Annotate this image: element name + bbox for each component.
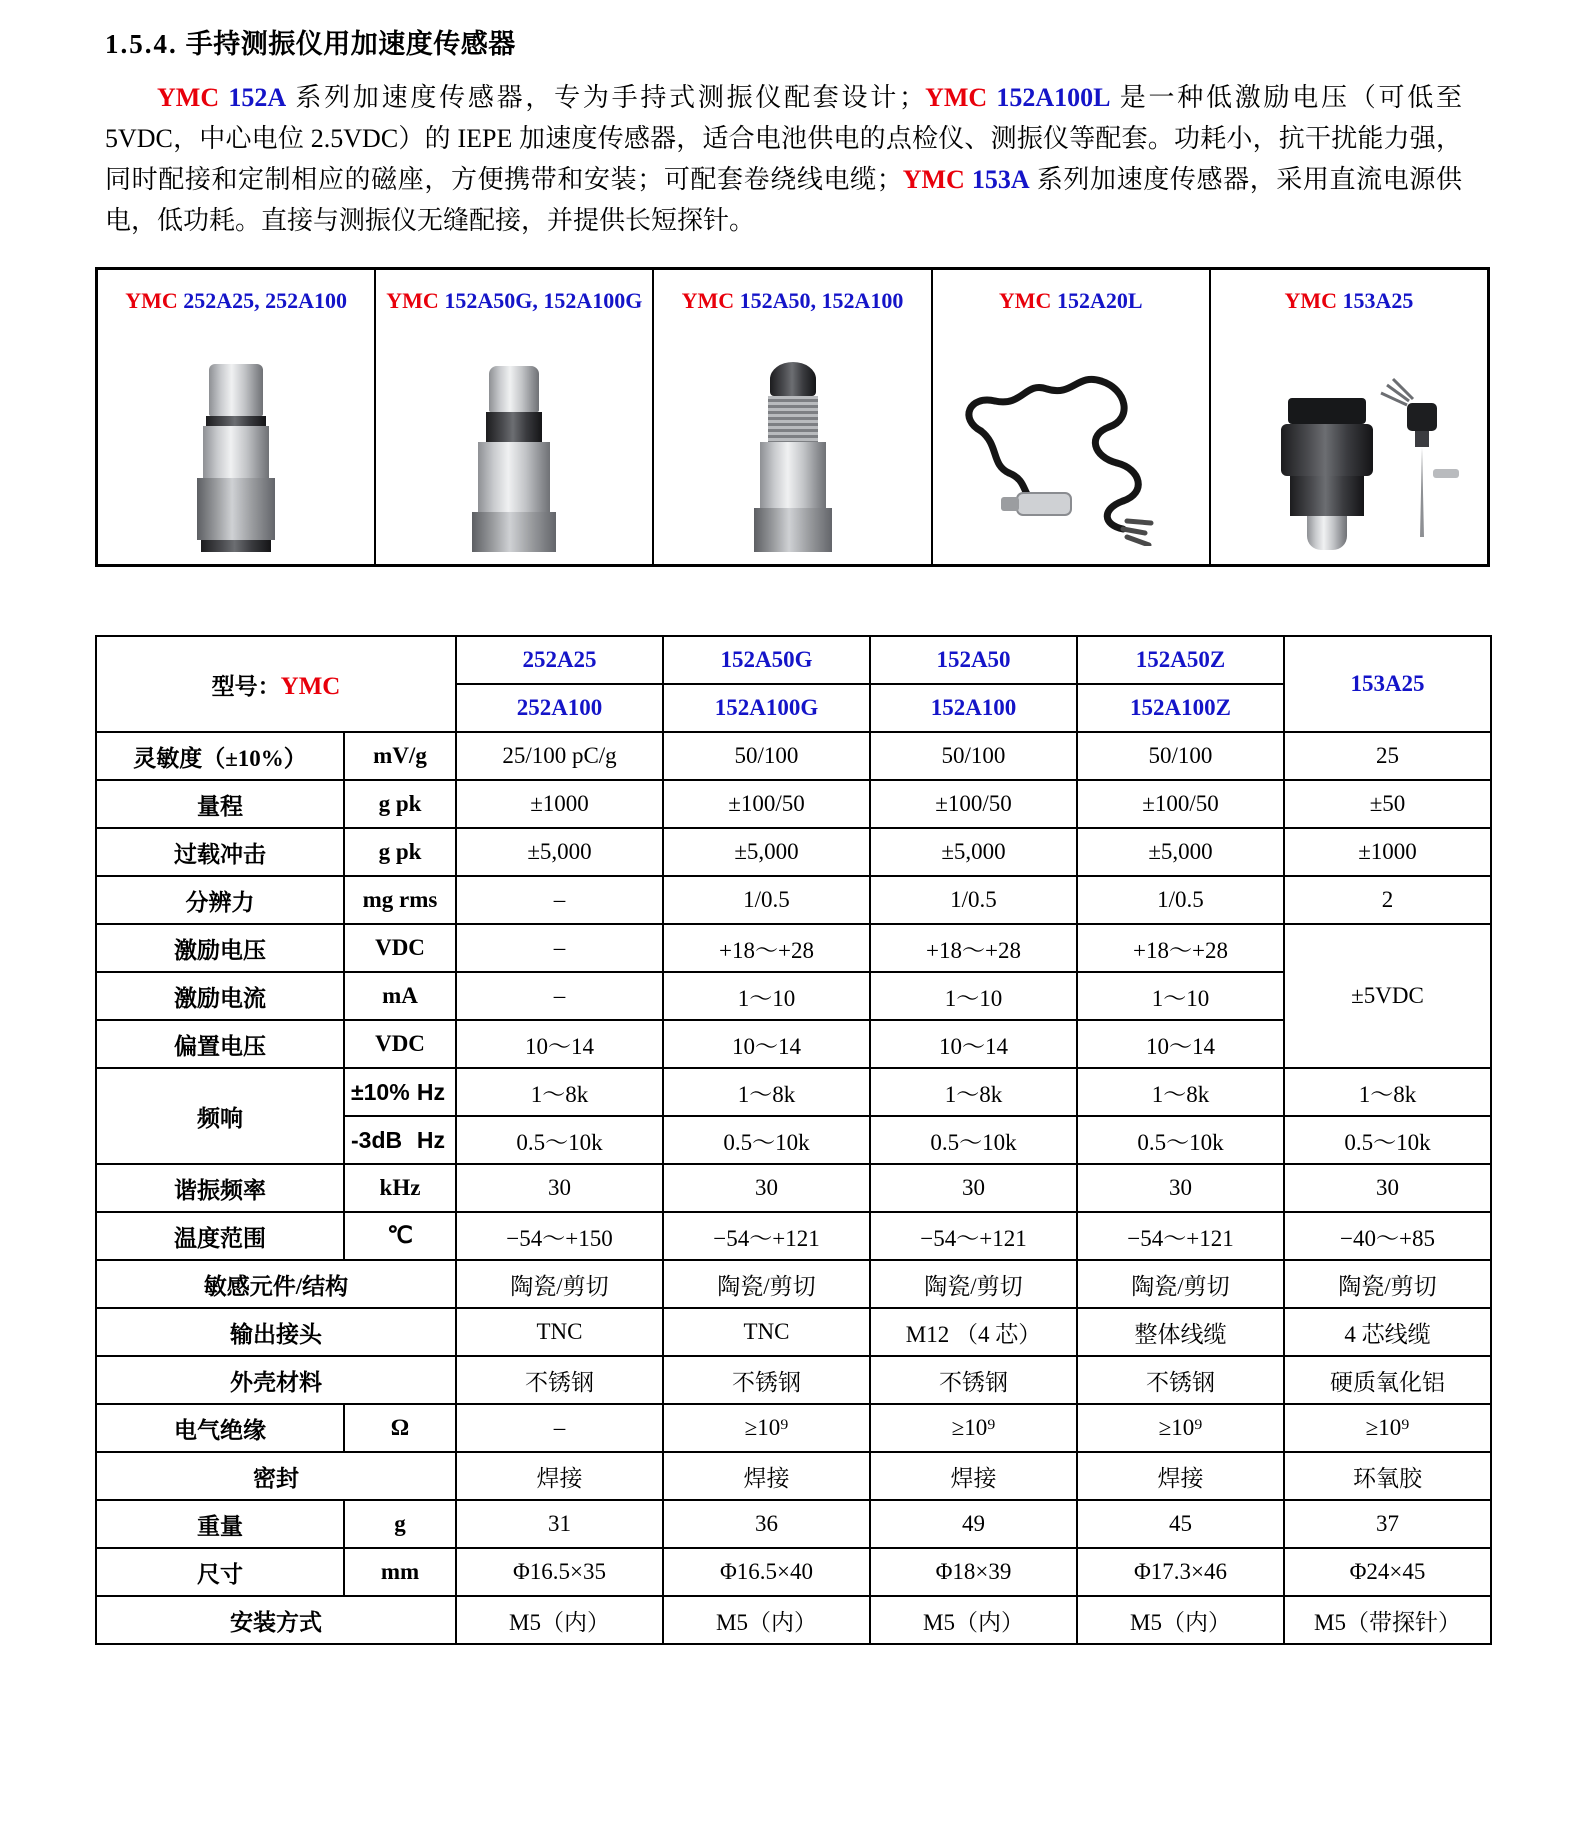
row-label: 谐振频率 [96,1164,344,1212]
gallery-model: 152A50G, 152A100G [444,288,643,313]
intro-text-1: 系列加速度传感器，专为手持式测振仪配套设计； [286,83,926,112]
row-label: 激励电流 [96,972,344,1020]
cell-value: ±5,000 [1077,828,1284,876]
gallery-brand: YMC [1284,288,1337,313]
row-label: 量程 [96,780,344,828]
cell-value: 50/100 [1077,732,1284,780]
brand-ymc-2: YMC [925,83,988,112]
row-unit: ℃ [344,1212,456,1260]
row-label: 电气绝缘 [96,1404,344,1452]
cell-value: +18～+28 [1077,924,1284,972]
cell-value: TNC [456,1308,663,1356]
model-153a25: 153A25 [1284,636,1491,732]
cell-value: 30 [456,1164,663,1212]
cell-value: 焊接 [870,1452,1077,1500]
cell-value: Φ16.5×35 [456,1548,663,1596]
table-row [96,1452,1491,1500]
cell-value: 0.5～10k [870,1116,1077,1164]
cell-value: 陶瓷/剪切 [663,1260,870,1308]
table-row [96,828,1491,876]
gallery-label [98,288,374,314]
cell-value: 焊接 [456,1452,663,1500]
row-label: 敏感元件/结构 [96,1260,456,1308]
table-row [96,1164,1491,1212]
row-unit: mm [344,1548,456,1596]
freq-sub-label: -3dB [351,1126,403,1153]
cell-value: 1/0.5 [870,876,1077,924]
cell-value: – [456,972,663,1020]
cell-value: ±50 [1284,780,1491,828]
gallery-item-152a50g [376,270,654,564]
cell-value: −54～+121 [663,1212,870,1260]
cell-value: TNC [663,1308,870,1356]
cell-value: – [456,924,663,972]
cell-value: 环氧胶 [1284,1452,1491,1500]
cell-value: M5（内） [870,1596,1077,1644]
cell-value: 0.5～10k [1077,1116,1284,1164]
cell-value: Φ16.5×40 [663,1548,870,1596]
cell-value: 整体线缆 [1077,1308,1284,1356]
table-row [96,1596,1491,1644]
cell-value: ±100/50 [1077,780,1284,828]
cell-value: 0.5～10k [456,1116,663,1164]
gallery-model: 152A20L [1056,288,1143,313]
row-label: 分辨力 [96,876,344,924]
section-heading [105,22,1587,61]
brand-ymc-3: YMC [902,165,965,194]
row-label: 安装方式 [96,1596,456,1644]
probe-needle-svg [1377,377,1473,552]
cell-value: 陶瓷/剪切 [1284,1260,1491,1308]
cell-value: 10～14 [1077,1020,1284,1068]
cell-value: +18～+28 [663,924,870,972]
row-unit: mg rms [344,876,456,924]
cell-value-merged: ±5VDC [1284,924,1491,1068]
row-label: 偏置电压 [96,1020,344,1068]
cell-value: 1～8k [663,1068,870,1116]
cell-value: 1～8k [1284,1068,1491,1116]
cell-value: – [456,1404,663,1452]
sensor-tnc-steel-icon [376,360,652,560]
cell-value: 1/0.5 [1077,876,1284,924]
coiled-cable-svg [951,361,1191,546]
cell-value: 1～10 [870,972,1077,1020]
intro-paragraph [105,77,1462,241]
cell-value: 37 [1284,1500,1491,1548]
cell-value: ≥10⁹ [663,1404,870,1452]
cell-value: 1/0.5 [663,876,870,924]
cell-value: 25 [1284,732,1491,780]
cell-value: – [456,876,663,924]
cell-value: 陶瓷/剪切 [870,1260,1077,1308]
table-row [96,1308,1491,1356]
gallery-item-152a20l [933,270,1211,564]
cell-value: −40～+85 [1284,1212,1491,1260]
table-row [96,1548,1491,1596]
cell-value: 不锈钢 [1077,1356,1284,1404]
cell-value: 30 [1077,1164,1284,1212]
table-row [96,732,1491,780]
gallery-brand: YMC [386,288,439,313]
cell-value: M5（内） [456,1596,663,1644]
cell-value: 0.5～10k [663,1116,870,1164]
section-title: 手持测振仪用加速度传感器 [185,29,516,59]
model-152a100z: 152A100Z [1077,684,1284,732]
gallery-brand: YMC [125,288,178,313]
cell-value: 陶瓷/剪切 [456,1260,663,1308]
cell-value: −54～+150 [456,1212,663,1260]
section-number: 1.5.4. [105,29,178,59]
cell-value: 1～8k [456,1068,663,1116]
cell-value: −54～+121 [870,1212,1077,1260]
model-152a100: 152A100 [870,684,1077,732]
row-unit: kHz [344,1164,456,1212]
table-row [96,1068,1491,1116]
cell-value: ≥10⁹ [1077,1404,1284,1452]
cell-value: 1～10 [1077,972,1284,1020]
model-152a50z: 152A50Z [1077,636,1284,684]
cell-value: 31 [456,1500,663,1548]
cell-value: M5（内） [1077,1596,1284,1644]
cell-value: 25/100 pC/g [456,732,663,780]
gallery-label [1211,288,1487,314]
cell-value: 49 [870,1500,1077,1548]
freq-sub-cell-2 [344,1116,456,1164]
row-label: 温度范围 [96,1212,344,1260]
spec-table-wrapper [95,635,1490,1645]
row-label: 过载冲击 [96,828,344,876]
model-label-brand: YMC [280,672,341,700]
row-label: 尺寸 [96,1548,344,1596]
cell-value: ±1000 [456,780,663,828]
model-153a: 153A [964,165,1030,194]
table-row [96,1212,1491,1260]
model-label-cn: 型号： [211,673,281,699]
intro-text-3: 系列加速度传感器，采用直流电源供电，低功耗。直接与测振仪无缝配接，并提供长短探针。 [105,165,1462,235]
model-252a25: 252A25 [456,636,663,684]
cell-value: ±5,000 [663,828,870,876]
cell-value: 10～14 [870,1020,1077,1068]
gallery-label [376,288,652,314]
cell-value: ±100/50 [870,780,1077,828]
table-row [96,1500,1491,1548]
cell-value: −54～+121 [1077,1212,1284,1260]
cell-value: ±1000 [1284,828,1491,876]
cell-value: Φ24×45 [1284,1548,1491,1596]
cell-value: 36 [663,1500,870,1548]
model-252a100: 252A100 [456,684,663,732]
cell-value: +18～+28 [870,924,1077,972]
table-header-row-1 [96,636,1491,684]
row-label: 输出接头 [96,1308,456,1356]
row-unit: mA [344,972,456,1020]
table-row [96,1356,1491,1404]
cell-value: M5（内） [663,1596,870,1644]
model-152a100g: 152A100G [663,684,870,732]
freq-sub-label: ±10% [351,1078,410,1105]
freq-unit: Hz [416,1078,445,1105]
cell-value: 1～10 [663,972,870,1020]
table-row [96,780,1491,828]
row-unit: VDC [344,1020,456,1068]
cell-value: Φ17.3×46 [1077,1548,1284,1596]
table-row [96,972,1491,1020]
cell-value: 50/100 [870,732,1077,780]
cell-value: 不锈钢 [663,1356,870,1404]
cell-value: 硬质氧化铝 [1284,1356,1491,1404]
cell-value: 不锈钢 [456,1356,663,1404]
gallery-item-152a50 [654,270,932,564]
row-label: 灵敏度（±10%） [96,732,344,780]
row-unit: g pk [344,828,456,876]
cell-value: 不锈钢 [870,1356,1077,1404]
cell-value: 4 芯线缆 [1284,1308,1491,1356]
model-152a: 152A [219,83,287,112]
table-row [96,1260,1491,1308]
product-gallery [95,267,1490,567]
cell-value: 陶瓷/剪切 [1077,1260,1284,1308]
row-unit: mV/g [344,732,456,780]
gallery-label [654,288,930,314]
cell-value: M12 （4 芯） [870,1308,1077,1356]
row-label: 密封 [96,1452,456,1500]
sensor-tnc-grey-icon [98,360,374,560]
cell-value: ±100/50 [663,780,870,828]
cell-value: 1～8k [1077,1068,1284,1116]
model-header-cell [96,636,456,732]
cell-value: Φ18×39 [870,1548,1077,1596]
freq-sub-cell-1 [344,1068,456,1116]
cell-value: 焊接 [1077,1452,1284,1500]
spec-table [95,635,1492,1645]
gallery-brand: YMC [681,288,735,313]
table-row [96,876,1491,924]
cell-value: 2 [1284,876,1491,924]
row-label-freq: 频响 [96,1068,344,1164]
cell-value: ±5,000 [870,828,1077,876]
model-152a50: 152A50 [870,636,1077,684]
brand-ymc-1: YMC [157,83,220,112]
row-unit: g pk [344,780,456,828]
gallery-model: 252A25, 252A100 [183,288,348,313]
gallery-model: 153A25 [1342,288,1414,313]
model-152a100l: 152A100L [987,83,1111,112]
row-unit: VDC [344,924,456,972]
row-label: 外壳材料 [96,1356,456,1404]
row-label: 重量 [96,1500,344,1548]
cell-value: ≥10⁹ [1284,1404,1491,1452]
cell-value: 1～8k [870,1068,1077,1116]
cell-value: 30 [1284,1164,1491,1212]
cell-value: ±5,000 [456,828,663,876]
row-label: 激励电压 [96,924,344,972]
cell-value: 0.5～10k [1284,1116,1491,1164]
coiled-cable-icon [933,360,1209,560]
row-unit: g [344,1500,456,1548]
cell-value: 10～14 [456,1020,663,1068]
document-page [0,22,1587,1645]
intro-text-2: 是一种低激励电压（可低至 5VDC，中心电位 2.5VDC）的 IEPE 加速度传感器，适合电池供电的点检仪、测振仪等配套。功耗小，抗干扰能力强，同时配接和定制相应的磁座，方便携带和安装；可配套卷绕线电缆； [105,83,1462,194]
cell-value: 50/100 [663,732,870,780]
row-unit: Ω [344,1404,456,1452]
table-row [96,1020,1491,1068]
gallery-item-252a25 [98,270,376,564]
freq-unit: Hz [416,1126,445,1153]
cell-value: ≥10⁹ [870,1404,1077,1452]
cell-value: 30 [663,1164,870,1212]
gallery-brand: YMC [998,288,1052,313]
table-row [96,924,1491,972]
table-row [96,1404,1491,1452]
cell-value: 焊接 [663,1452,870,1500]
cell-value: M5（带探针） [1284,1596,1491,1644]
cell-value: 10～14 [663,1020,870,1068]
sensor-probe-icon [1211,360,1487,560]
model-152a50g: 152A50G [663,636,870,684]
gallery-model: 152A50, 152A100 [739,288,904,313]
gallery-label [933,288,1209,314]
cell-value: 30 [870,1164,1077,1212]
cell-value: 45 [1077,1500,1284,1548]
sensor-m12-icon [654,360,930,560]
gallery-item-153a25 [1211,270,1487,564]
